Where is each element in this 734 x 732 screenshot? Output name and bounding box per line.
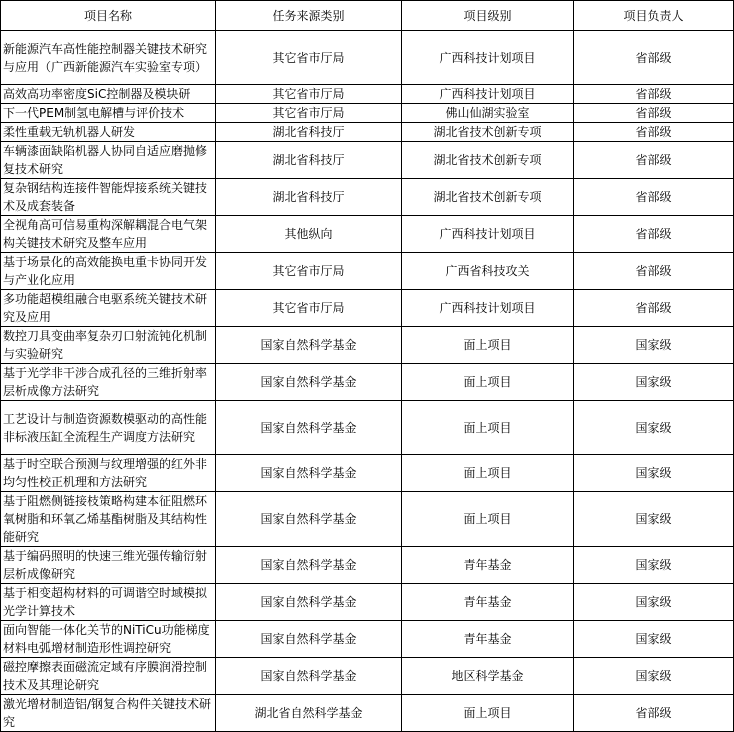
task-source-cell: 国家自然科学基金 (216, 327, 402, 364)
project-leader-cell: 省部级 (574, 85, 734, 104)
table-body (1, 31, 734, 732)
table-row (1, 695, 734, 732)
project-level-cell: 面上项目 (402, 455, 574, 492)
project-level-cell: 广西省科技攻关 (402, 253, 574, 290)
project-name-cell: 柔性重载无轨机器人研发 (1, 123, 216, 142)
task-source-cell: 国家自然科学基金 (216, 547, 402, 584)
table-row (1, 401, 734, 455)
project-level-cell: 广西科技计划项目 (402, 31, 574, 85)
table-row (1, 327, 734, 364)
project-name-cell: 基于时空联合预测与纹理增强的红外非均匀性校正机理和方法研究 (1, 455, 216, 492)
project-name-cell: 多功能超模组融合电驱系统关键技术研究及应用 (1, 290, 216, 327)
project-level-cell: 面上项目 (402, 364, 574, 401)
project-name-cell: 车辆漆面缺陷机器人协同自适应磨抛修复技术研究 (1, 142, 216, 179)
task-source-cell: 其它省市厅局 (216, 290, 402, 327)
header-project-name: 项目名称 (1, 1, 216, 31)
project-leader-cell: 省部级 (574, 123, 734, 142)
project-leader-cell: 国家级 (574, 455, 734, 492)
table-row (1, 455, 734, 492)
project-name-cell: 基于光学非干涉合成孔径的三维折射率层析成像方法研究 (1, 364, 216, 401)
project-name-cell: 高效高功率密度SiC控制器及模块研 (1, 85, 216, 104)
project-level-cell: 广西科技计划项目 (402, 290, 574, 327)
header-project-leader: 项目负责人 (574, 1, 734, 31)
project-level-cell: 青年基金 (402, 584, 574, 621)
table-row (1, 253, 734, 290)
table-row (1, 142, 734, 179)
table-row (1, 364, 734, 401)
task-source-cell: 国家自然科学基金 (216, 455, 402, 492)
table-row (1, 179, 734, 216)
project-level-cell: 地区科学基金 (402, 658, 574, 695)
table-row (1, 216, 734, 253)
project-name-cell: 基于阻燃侧链接枝策略构建本征阻燃环氧树脂和环氧乙烯基酯树脂及其结构性能研究 (1, 492, 216, 547)
project-leader-cell: 国家级 (574, 401, 734, 455)
table-row (1, 104, 734, 123)
project-leader-cell: 省部级 (574, 179, 734, 216)
project-leader-cell: 国家级 (574, 621, 734, 658)
project-name-cell: 下一代PEM制氢电解槽与评价技术 (1, 104, 216, 123)
task-source-cell: 其他纵向 (216, 216, 402, 253)
project-level-cell: 青年基金 (402, 621, 574, 658)
task-source-cell: 国家自然科学基金 (216, 364, 402, 401)
project-name-cell: 基于编码照明的快速三维光强传输衍射层析成像研究 (1, 547, 216, 584)
task-source-cell: 国家自然科学基金 (216, 658, 402, 695)
task-source-cell: 其它省市厅局 (216, 104, 402, 123)
table-row (1, 123, 734, 142)
task-source-cell: 湖北省科技厅 (216, 142, 402, 179)
project-leader-cell: 国家级 (574, 492, 734, 547)
project-name-cell: 复杂钢结构连接件智能焊接系统关键技术及成套装备 (1, 179, 216, 216)
project-level-cell: 广西科技计划项目 (402, 85, 574, 104)
project-leader-cell: 国家级 (574, 658, 734, 695)
header-task-source: 任务来源类别 (216, 1, 402, 31)
table-row (1, 547, 734, 584)
project-leader-cell: 省部级 (574, 290, 734, 327)
project-leader-cell: 省部级 (574, 695, 734, 732)
task-source-cell: 国家自然科学基金 (216, 492, 402, 547)
task-source-cell: 湖北省自然科学基金 (216, 695, 402, 732)
table-row (1, 85, 734, 104)
task-source-cell: 国家自然科学基金 (216, 584, 402, 621)
project-level-cell: 湖北省技术创新专项 (402, 179, 574, 216)
project-name-cell: 磁控摩擦表面磁流定域有序膜润滑控制技术及其理论研究 (1, 658, 216, 695)
project-leader-cell: 国家级 (574, 327, 734, 364)
task-source-cell: 其它省市厅局 (216, 31, 402, 85)
table-row (1, 492, 734, 547)
project-level-cell: 湖北省技术创新专项 (402, 142, 574, 179)
project-name-cell: 基于相变超构材料的可调谐空时域模拟光学计算技术 (1, 584, 216, 621)
project-leader-cell: 国家级 (574, 584, 734, 621)
project-leader-cell: 省部级 (574, 31, 734, 85)
project-name-cell: 激光增材制造铝/钢复合构件关键技术研究 (1, 695, 216, 732)
task-source-cell: 湖北省科技厅 (216, 123, 402, 142)
project-leader-cell: 省部级 (574, 104, 734, 123)
task-source-cell: 国家自然科学基金 (216, 401, 402, 455)
project-level-cell: 面上项目 (402, 327, 574, 364)
project-name-cell: 全视角高可信易重构深解耦混合电气架构关键技术研究及整车应用 (1, 216, 216, 253)
project-level-cell: 湖北省技术创新专项 (402, 123, 574, 142)
project-leader-cell: 国家级 (574, 364, 734, 401)
task-source-cell: 其它省市厅局 (216, 85, 402, 104)
project-level-cell: 广西科技计划项目 (402, 216, 574, 253)
project-level-cell: 佛山仙湖实验室 (402, 104, 574, 123)
project-level-cell: 青年基金 (402, 547, 574, 584)
table-row (1, 290, 734, 327)
project-leader-cell: 国家级 (574, 547, 734, 584)
project-leader-cell: 省部级 (574, 216, 734, 253)
header-row (1, 1, 734, 31)
table-row (1, 31, 734, 85)
table-row (1, 658, 734, 695)
table-row (1, 584, 734, 621)
project-leader-cell: 省部级 (574, 253, 734, 290)
project-level-cell: 面上项目 (402, 492, 574, 547)
task-source-cell: 其它省市厅局 (216, 253, 402, 290)
task-source-cell: 湖北省科技厅 (216, 179, 402, 216)
project-level-cell: 面上项目 (402, 695, 574, 732)
table-row (1, 621, 734, 658)
project-name-cell: 数控刀具变曲率复杂刃口射流钝化机制与实验研究 (1, 327, 216, 364)
project-name-cell: 基于场景化的高效能换电重卡协同开发与产业化应用 (1, 253, 216, 290)
project-level-cell: 面上项目 (402, 401, 574, 455)
project-name-cell: 工艺设计与制造资源数模驱动的高性能非标液压缸全流程生产调度方法研究 (1, 401, 216, 455)
project-name-cell: 新能源汽车高性能控制器关键技术研究与应用（广西新能源汽车实验室专项） (1, 31, 216, 85)
header-project-level: 项目级别 (402, 1, 574, 31)
project-leader-cell: 省部级 (574, 142, 734, 179)
task-source-cell: 国家自然科学基金 (216, 621, 402, 658)
project-name-cell: 面向智能一体化关节的NiTiCu功能梯度材料电弧增材制造形性调控研究 (1, 621, 216, 658)
